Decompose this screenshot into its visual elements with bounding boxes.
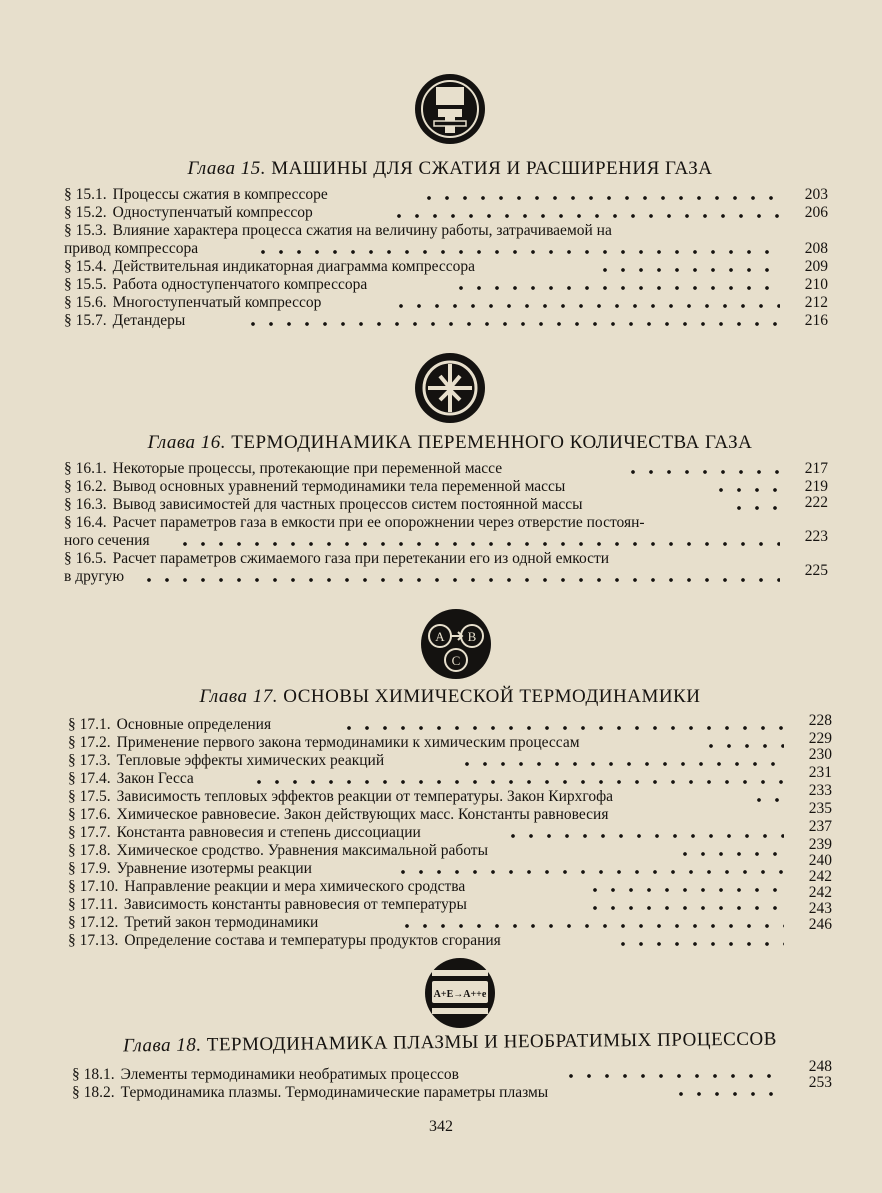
section-number: § 15.7. (64, 312, 107, 329)
page-ref: 209 (804, 258, 828, 275)
page-ref: 240 (808, 852, 832, 869)
page-ref: 243 (808, 900, 832, 917)
section-number: § 15.1. (64, 186, 107, 203)
section-title: Детандеры (112, 312, 186, 329)
section-number: § 17.9. (68, 860, 111, 877)
page-ref: 219 (804, 478, 828, 495)
toc-entry (68, 842, 494, 860)
section-number: § 17.7. (68, 824, 111, 841)
toc-entry (68, 788, 619, 806)
toc-entry-continuation (64, 532, 156, 550)
section-number: § 17.5. (68, 788, 111, 805)
section-title: Направление реакции и мера химического сродства (124, 878, 466, 895)
page-ref: 242 (808, 868, 832, 885)
section-number: § 15.4. (64, 258, 107, 275)
dot-leader (596, 265, 780, 275)
dot-leader (398, 921, 784, 931)
page-ref: 237 (808, 818, 832, 835)
page-ref: 217 (804, 460, 828, 477)
toc-entry (64, 276, 373, 294)
section-title: Основные определения (116, 716, 272, 733)
section-number: § 17.8. (68, 842, 111, 859)
section-title: Определение состава и температуры продуктов сгорания (124, 932, 501, 949)
page-number: 342 (429, 1118, 453, 1135)
page-ref: 230 (808, 746, 832, 763)
dot-leader (562, 1071, 784, 1081)
dot-leader (702, 741, 784, 751)
toc-entry (64, 550, 615, 568)
toc-entry (68, 932, 507, 950)
page-ref: 210 (804, 276, 828, 293)
toc-entry (64, 186, 334, 204)
section-title: Одноступенчатый компрессор (112, 204, 313, 221)
page-ref: 242 (808, 884, 832, 901)
section-title: Химическое равновесие. Закон действующих масс. Константы равновесия (116, 806, 609, 823)
plasma-emblem-icon (424, 957, 496, 1029)
page-ref: 223 (804, 528, 828, 545)
toc-entry (68, 914, 324, 932)
chapter-17-heading (60, 686, 840, 708)
dot-leader (750, 795, 784, 805)
chapter-18-heading (60, 1028, 840, 1058)
toc-entry-continuation (64, 240, 204, 258)
dot-leader (504, 831, 784, 841)
emblem-letter-a: A (435, 629, 445, 644)
section-number: § 16.4. (64, 514, 107, 531)
toc-entry (68, 734, 586, 752)
section-title: Химическое сродство. Уравнения максимальной работы (116, 842, 488, 859)
chapter-title: ОСНОВЫ ХИМИЧЕСКОЙ ТЕРМОДИНАМИКИ (283, 686, 701, 707)
section-number: § 16.1. (64, 460, 107, 477)
dot-leader (340, 723, 784, 733)
section-title: Расчет параметров сжимаемого газа при перетекании его из одной емкости (112, 550, 610, 567)
vessel-flow-emblem-icon (414, 352, 486, 424)
page-ref: 216 (804, 312, 828, 329)
emblem-reaction-text: A+E→A++e (433, 989, 487, 1000)
dot-leader (712, 485, 780, 495)
section-number: § 17.4. (68, 770, 111, 787)
chapter-prefix: Глава 16. (147, 432, 227, 453)
page-ref: 225 (804, 562, 828, 579)
section-title: Действительная индикаторная диаграмма компрессора (112, 258, 476, 275)
dot-leader (176, 539, 780, 549)
section-title: Зависимость константы равновесия от температуры (123, 896, 467, 913)
chapter-title: ТЕРМОДИНАМИКА ПЛАЗМЫ И НЕОБРАТИМЫХ ПРОЦЕССОВ (206, 1028, 777, 1056)
chapter-prefix: Глава 15. (187, 158, 266, 179)
section-title: Расчет параметров газа в емкости при ее опорожнении через отверстие постоян- (112, 514, 645, 531)
page-ref: 229 (808, 730, 832, 747)
section-number: § 17.1. (68, 716, 111, 733)
toc-entry (64, 478, 571, 496)
page-ref: 233 (808, 782, 832, 799)
dot-leader (392, 301, 780, 311)
toc-entry (64, 514, 651, 532)
section-title: Термодинамика плазмы. Термодинамические параметры плазмы (120, 1084, 549, 1101)
page-ref: 208 (804, 240, 828, 257)
section-number: § 17.2. (68, 734, 111, 751)
toc-entry (68, 896, 473, 914)
chapter-15-heading (60, 158, 840, 180)
dot-leader (394, 867, 784, 877)
section-number: § 17.13. (68, 932, 119, 949)
section-title: Третий закон термодинамики (124, 914, 319, 931)
section-title-continuation: ного сечения (64, 532, 150, 549)
section-title: Процессы сжатия в компрессоре (112, 186, 328, 203)
dot-leader (250, 777, 784, 787)
dot-leader (730, 503, 780, 513)
toc-entry (68, 878, 471, 896)
compressor-emblem-icon (414, 73, 486, 145)
chapter-title: ТЕРМОДИНАМИКА ПЕРЕМЕННОГО КОЛИЧЕСТВА ГАЗА (231, 432, 753, 453)
chemical-reaction-emblem-icon (420, 608, 492, 680)
toc-entry (72, 1066, 465, 1084)
dot-leader (586, 885, 784, 895)
toc-entry (68, 752, 390, 770)
section-number: § 18.2. (72, 1084, 115, 1101)
dot-leader (676, 849, 784, 859)
chapter-prefix: Глава 18. (122, 1034, 202, 1057)
dot-leader (244, 319, 780, 329)
toc-entry (64, 312, 191, 330)
section-title: Применение первого закона термодинамики к химическим процессам (116, 734, 580, 751)
dot-leader (458, 759, 784, 769)
toc-entry (68, 770, 200, 788)
dot-leader (586, 903, 784, 913)
toc-entry (68, 716, 277, 734)
section-title: Многоступенчатый компрессор (112, 294, 322, 311)
page-ref: 206 (804, 204, 828, 221)
emblem-letter-b: B (467, 629, 477, 644)
section-number: § 15.3. (64, 222, 107, 239)
section-title: Закон Гесса (116, 770, 194, 787)
dot-leader (254, 247, 780, 257)
section-title: Элементы термодинамики необратимых процессов (120, 1066, 459, 1083)
toc-entry (72, 1084, 554, 1102)
section-number: § 16.3. (64, 496, 107, 513)
toc-entry (68, 806, 614, 824)
page-ref: 203 (804, 186, 828, 203)
toc-entry (64, 258, 481, 276)
toc-entry (64, 222, 618, 240)
emblem-letter-c: C (451, 653, 461, 668)
section-title: Работа одноступенчатого компрессора (112, 276, 368, 293)
section-number: § 18.1. (72, 1066, 115, 1083)
page-ref: 228 (808, 712, 832, 729)
section-number: § 17.6. (68, 806, 111, 823)
toc-entry-continuation (64, 568, 130, 586)
section-title: Уравнение изотермы реакции (116, 860, 312, 877)
section-number: § 16.5. (64, 550, 107, 567)
section-title: Зависимость тепловых эффектов реакции от температуры. Закон Кирхгофа (116, 788, 614, 805)
section-title: Вывод зависимостей для частных процессов систем постоянной массы (112, 496, 583, 513)
dot-leader (420, 193, 780, 203)
dot-leader (452, 283, 780, 293)
toc-entry (64, 460, 508, 478)
section-number: § 17.10. (68, 878, 119, 895)
section-number: § 17.11. (68, 896, 118, 913)
page-ref: 246 (808, 916, 832, 933)
chapter-prefix: Глава 17. (199, 686, 278, 707)
section-title: Влияние характера процесса сжатия на величину работы, затрачиваемой на (112, 222, 612, 239)
toc-entry (68, 860, 318, 878)
section-title: Константа равновесия и степень диссоциации (116, 824, 421, 841)
dot-leader (140, 575, 780, 585)
dot-leader (672, 1089, 784, 1099)
section-number: § 15.6. (64, 294, 107, 311)
section-title-continuation: привод компрессора (64, 240, 199, 257)
page-ref: 212 (804, 294, 828, 311)
toc-entry (64, 294, 327, 312)
dot-leader (390, 211, 780, 221)
chapter-16-heading (60, 432, 840, 454)
page-ref: 248 (808, 1058, 832, 1075)
page-ref: 222 (804, 494, 828, 511)
page-ref: 253 (808, 1074, 832, 1091)
page-ref: 235 (808, 800, 832, 817)
section-number: § 15.2. (64, 204, 107, 221)
page-ref: 239 (808, 836, 832, 853)
toc-entry (64, 204, 319, 222)
section-number: § 15.5. (64, 276, 107, 293)
section-title-continuation: в другую (64, 568, 125, 585)
section-number: § 16.2. (64, 478, 107, 495)
toc-entry (64, 496, 589, 514)
section-title: Тепловые эффекты химических реакций (116, 752, 385, 769)
section-number: § 17.3. (68, 752, 111, 769)
section-title: Вывод основных уравнений термодинамики тела переменной массы (112, 478, 566, 495)
dot-leader (624, 467, 780, 477)
chapter-title: МАШИНЫ ДЛЯ СЖАТИЯ И РАСШИРЕНИЯ ГАЗА (271, 158, 713, 179)
page-ref: 231 (808, 764, 832, 781)
section-title: Некоторые процессы, протекающие при переменной массе (112, 460, 503, 477)
section-number: § 17.12. (68, 914, 119, 931)
toc-entry (68, 824, 427, 842)
dot-leader (614, 939, 784, 949)
